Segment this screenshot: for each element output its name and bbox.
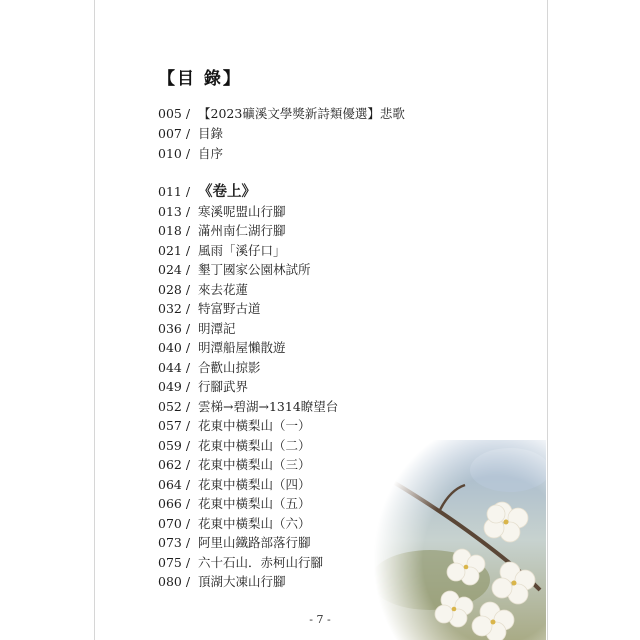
- toc-entry: 024 / 墾丁國家公園林試所: [158, 262, 311, 277]
- toc-entry: 040 / 明潭船屋懶散遊: [158, 340, 286, 355]
- toc-entry: 028 / 來去花蓮: [158, 282, 249, 297]
- toc-entry: 052 / 雲梯→碧湖→1314瞭望台: [158, 399, 339, 414]
- toc-entry: 021 / 風雨「溪仔口」: [158, 243, 286, 258]
- toc-entry: 059 / 花東中橫梨山（二）: [158, 438, 311, 453]
- toc-entry: 070 / 花東中橫梨山（六）: [158, 516, 311, 531]
- page-number: - 7 -: [309, 613, 331, 626]
- toc-entry: 036 / 明潭記: [158, 321, 236, 336]
- toc-entry: 007 / 目錄: [158, 126, 224, 141]
- toc-entry: 018 / 滿州南仁湖行腳: [158, 223, 286, 238]
- toc-entry: 005 / 【2023礦溪文學獎新詩類優選】悲歌: [158, 106, 405, 121]
- cherry-blossom-photo: [370, 440, 546, 640]
- toc-entry: 032 / 特富野古道: [158, 301, 261, 316]
- toc-volume-heading: 011 / 《卷上》: [158, 183, 257, 200]
- page-title: 【目 錄】: [158, 69, 242, 89]
- toc-entry: 057 / 花東中橫梨山（一）: [158, 418, 311, 433]
- toc-entry: 010 / 自序: [158, 146, 224, 161]
- toc-entry: 044 / 合歡山掠影: [158, 360, 261, 375]
- toc-entry: 062 / 花東中橫梨山（三）: [158, 457, 311, 472]
- toc-entry: 080 / 頂湖大凍山行腳: [158, 574, 286, 589]
- toc-entry: 073 / 阿里山鐵路部落行腳: [158, 535, 311, 550]
- toc-entry: 066 / 花東中橫梨山（五）: [158, 496, 311, 511]
- toc-entry: 075 / 六十石山．赤柯山行腳: [158, 555, 324, 570]
- toc-entry: 013 / 寒溪呢盟山行腳: [158, 204, 286, 219]
- toc-entry: 049 / 行腳武界: [158, 379, 249, 394]
- toc-entry: 064 / 花東中橫梨山（四）: [158, 477, 311, 492]
